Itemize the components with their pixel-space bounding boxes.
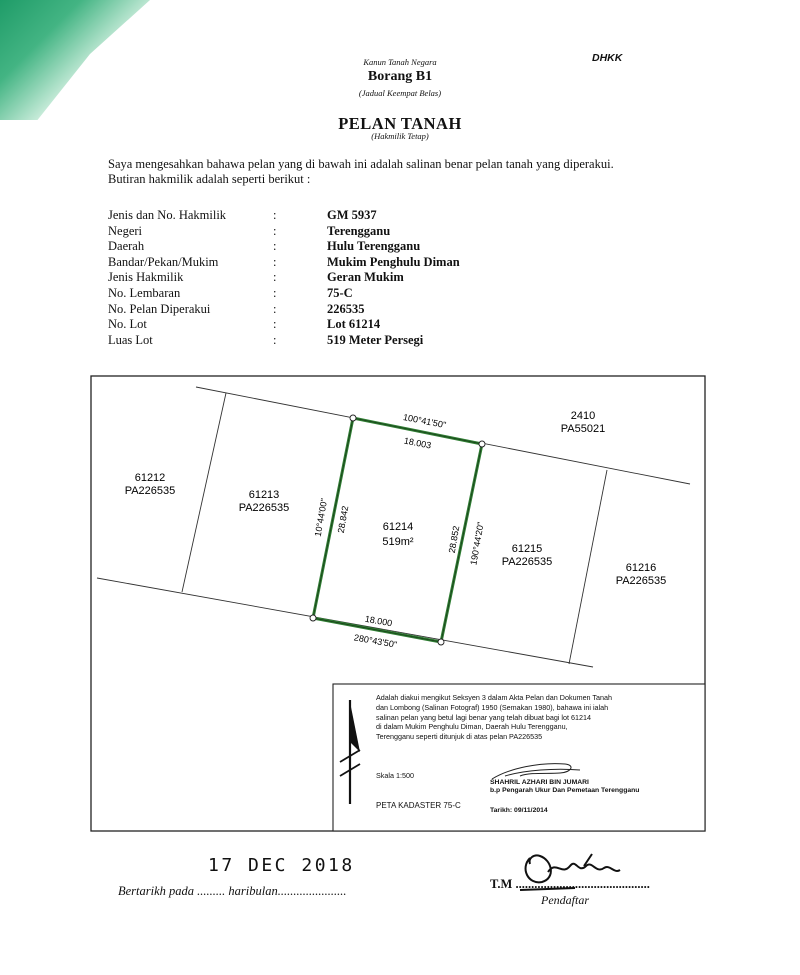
page-subtitle: (Hakmilik Tetap) [371, 131, 429, 141]
detail-label: No. Pelan Diperakui [108, 301, 211, 316]
boundary-stone [310, 615, 316, 621]
bearing-top: 100°41'50" [402, 411, 447, 431]
form-schedule: (Jadual Keempat Belas) [358, 88, 442, 98]
detail-value: 226535 [327, 301, 365, 316]
detail-value: Mukim Penghulu Diman [327, 254, 460, 269]
signer-name: SHAHRIL AZHARI BIN JUMARI [490, 779, 589, 786]
bearing-right: 190°44'20" [468, 521, 486, 566]
page-title: PELAN TANAH [338, 114, 462, 133]
lot-61214-number: 61214 [382, 521, 414, 533]
detail-label: Jenis dan No. Hakmilik [108, 208, 227, 222]
detail-value: Terengganu [327, 223, 391, 238]
office-code: DHKK [592, 52, 623, 64]
certification-line: salinan pelan yang betul lagi benar yang telah dibuat bagi lot 61214 [376, 712, 591, 722]
certification-line: dan Lombong (Salinan Fotograf) 1950 (Semakan 1980), bahawa ini ialah [376, 702, 609, 712]
detail-separator: : [273, 301, 277, 316]
boundary-stone [479, 441, 485, 447]
detail-label: Jenis Hakmilik [108, 270, 184, 285]
certification-date: Tarikh: 09/11/2014 [490, 807, 548, 814]
detail-label: Luas Lot [108, 332, 153, 347]
registrar-label: Pendaftar [541, 893, 589, 907]
detail-separator: : [273, 208, 277, 222]
neighbor-61213-lot: 61213 [248, 489, 280, 501]
certification-line: Adalah diakui mengikut Seksyen 3 dalam Akta Pelan dan Dokumen Tanah [376, 693, 613, 702]
distance-right: 28.852 [446, 525, 462, 554]
tm-label: T.M [490, 877, 513, 891]
boundary-stone [350, 415, 356, 421]
neighbor-61215-plan: PA226535 [501, 556, 553, 568]
neighbor-61216-lot: 61216 [625, 562, 657, 574]
detail-separator: : [273, 317, 277, 332]
detail-separator: : [273, 254, 277, 269]
detail-value: Lot 61214 [327, 317, 381, 332]
detail-value: 519 Meter Persegi [327, 332, 424, 347]
sheet-label: PETA KADASTER 75-C [376, 801, 461, 810]
signer-title: b.p Pengarah Ukur Dan Pemetaan Terengganu [490, 787, 640, 794]
neighbor-61215-lot: 61215 [511, 543, 543, 555]
form-title: Borang B1 [367, 69, 433, 84]
boundary-line-right [569, 470, 607, 664]
detail-separator: : [273, 239, 277, 254]
certification-line: Terengganu seperti ditunjuk di atas pelan PA226535 [376, 732, 543, 742]
detail-label: No. Lot [108, 317, 147, 332]
detail-label: Negeri [108, 223, 143, 238]
detail-separator: : [273, 285, 277, 300]
detail-value: Geran Mukim [327, 270, 404, 285]
detail-separator: : [273, 270, 277, 285]
lot-61214-area: 519m² [382, 536, 414, 548]
distance-left: 28.842 [335, 505, 351, 534]
neighbor-61213-plan: PA226535 [238, 502, 290, 514]
detail-label: Bandar/Pekan/Mukim [108, 254, 219, 269]
distance-bottom: 18.000 [364, 613, 393, 629]
bearing-bottom: 280°43'50" [353, 632, 398, 650]
detail-separator: : [273, 223, 277, 238]
intro-line-2: Butiran hakmilik adalah seperti berikut : [108, 172, 311, 186]
bearing-left: 10°44'00" [312, 497, 330, 538]
dated-line: Bertarikh pada ......... haribulan...................... [118, 884, 347, 898]
neighbor-61216-plan: PA226535 [615, 575, 667, 587]
neighbor-2410-plan: PA55021 [560, 423, 606, 435]
detail-value: Hulu Terengganu [327, 239, 421, 254]
distance-top: 18.003 [403, 435, 433, 451]
law-name: Kanun Tanah Negara [363, 57, 437, 67]
detail-label: Daerah [108, 239, 145, 254]
detail-separator: : [273, 332, 277, 347]
tm-dots: ........................................... [515, 877, 650, 891]
detail-value: 75-C [327, 285, 353, 300]
intro-line-1: Saya mengesahkan bahawa pelan yang di bawah ini adalah salinan benar pelan tanah yang diperakui. [108, 157, 614, 171]
certification-text [376, 693, 696, 742]
tm-line [490, 877, 650, 892]
neighbor-61212-plan: PA226535 [124, 485, 176, 497]
certification-line: di dalam Mukim Penghulu Diman, Daerah Hulu Terengganu, [376, 722, 568, 732]
boundary-line-left [182, 393, 226, 592]
stamp-date: 17 DEC 2018 [208, 855, 355, 876]
detail-value: GM 5937 [327, 208, 377, 222]
boundary-stone [438, 639, 444, 645]
scale-label: Skala 1:500 [376, 771, 414, 780]
neighbor-61212-lot: 61212 [134, 472, 166, 484]
detail-label: No. Lembaran [108, 285, 181, 300]
neighbor-2410-lot: 2410 [570, 410, 596, 422]
